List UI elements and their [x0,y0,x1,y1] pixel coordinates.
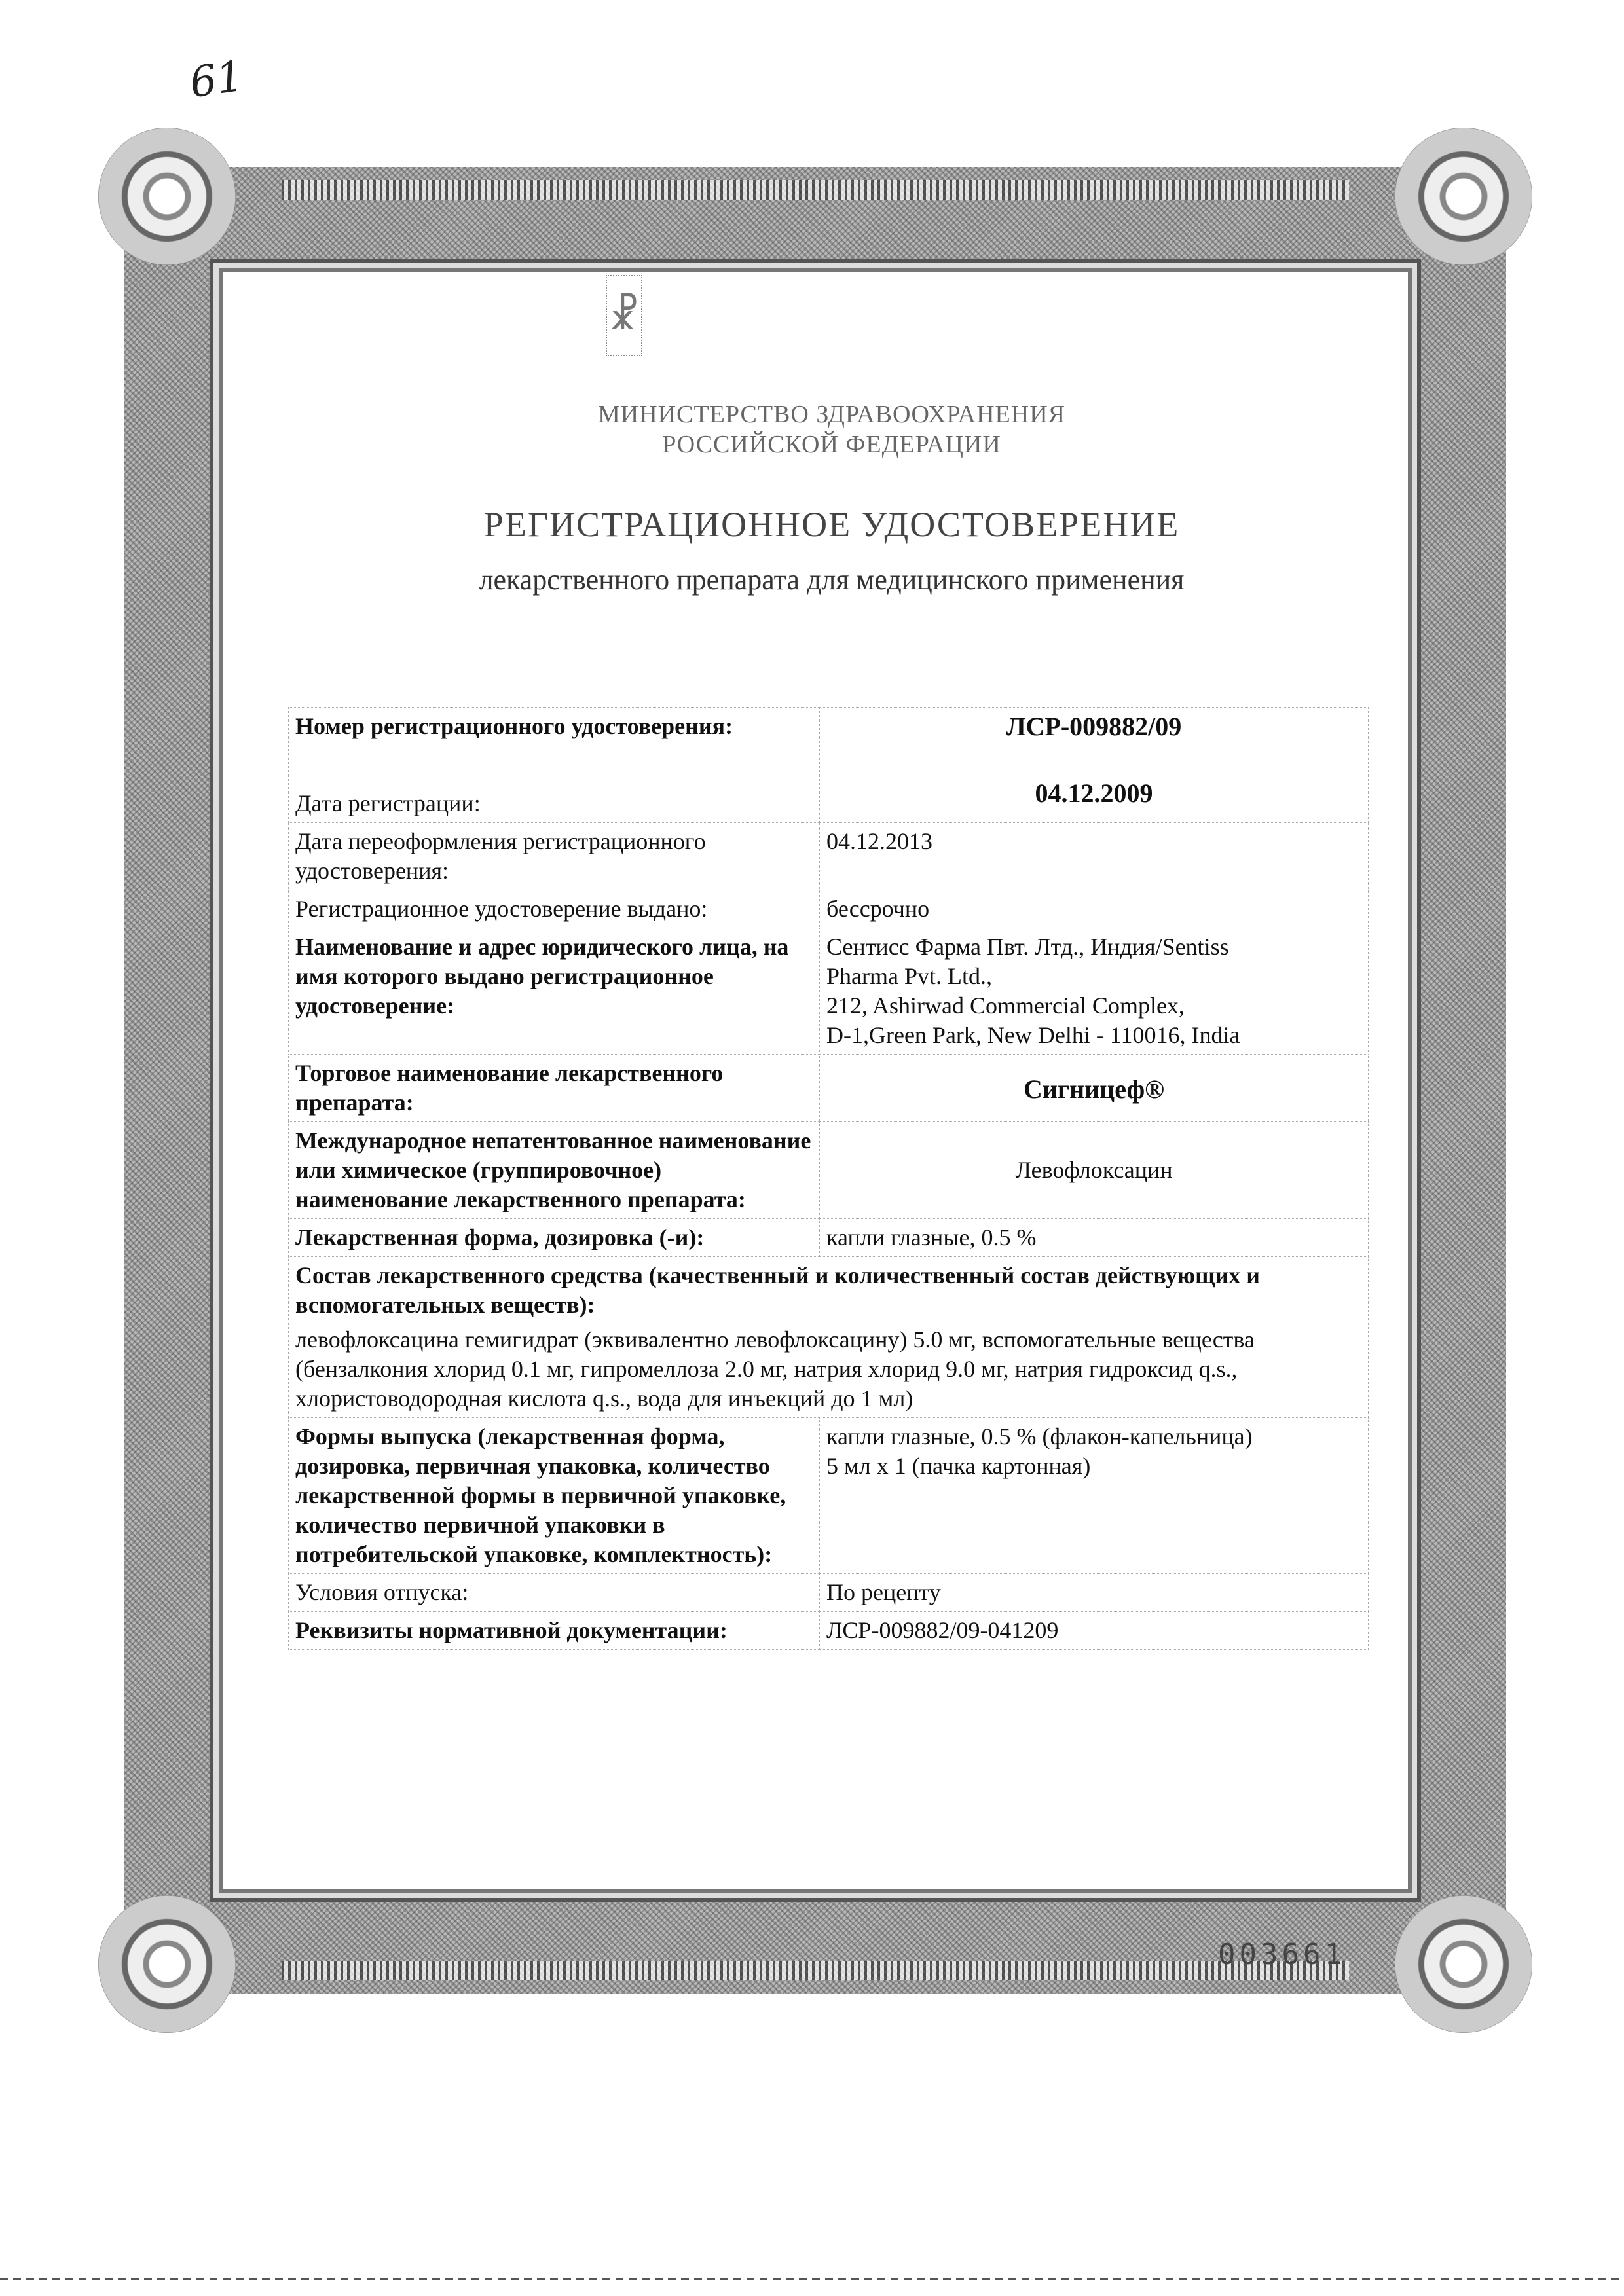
border-lace-top [282,180,1349,200]
table-row [289,1219,1369,1257]
handwritten-page-number: 61 [187,52,247,108]
normative-doc-value: ЛСР-009882/09-041209 [820,1612,1369,1650]
holder-line: 212, Ashirwad Commercial Complex, [826,993,1185,1019]
composition-value: левофлоксацина гемигидрат (эквивалентно левофлоксацину) 5.0 мг, вспомогательные вещества (бензалкония хлорид 0.1 мг, гипромеллоза 2.0 мг, натрия хлорид 9.0 мг, натрия гидроксид q.s., хлористоводородная кислота q.s., вода для инъекций до 1 мл) [295,1326,1255,1412]
issued-for-value: бессрочно [820,890,1369,928]
reissue-date-value: 04.12.2013 [820,823,1369,890]
table-row [289,1122,1369,1219]
release-forms-line: 5 мл x 1 (пачка картонная) [826,1453,1091,1479]
corner-rosette-icon [1395,1895,1532,2033]
dispensing-label: Условия отпуска: [289,1574,820,1612]
composition-label: Состав лекарственного средства (качественный и количественный состав действующих и вспомогательных веществ): [295,1262,1260,1318]
serial-number: 003661 [1218,1938,1346,1971]
dosage-form-value: капли глазные, 0.5 % [820,1219,1369,1257]
table-row [289,928,1369,1055]
release-forms-value [820,1418,1369,1574]
normative-doc-label: Реквизиты нормативной документации: [289,1612,820,1650]
composition-cell [289,1257,1369,1418]
holder-line: Pharma Pvt. Ltd., [826,963,992,989]
inn-label: Международное непатентованное наименование или химическое (группировочное) наименование лекарственного препарата: [289,1122,820,1219]
table-row [289,1574,1369,1612]
issued-for-label: Регистрационное удостоверение выдано: [289,890,820,928]
corner-rosette-icon [98,128,236,265]
table-row [289,774,1369,823]
reissue-date-label: Дата переоформления регистрационного удостоверения: [289,823,820,890]
trade-name-value: Сигницеф® [820,1055,1369,1122]
table-row [289,708,1369,774]
table-row [289,1055,1369,1122]
document-title: РЕГИСТРАЦИОННОЕ УДОСТОВЕРЕНИЕ [483,505,1180,544]
holder-value [820,928,1369,1055]
table-row [289,823,1369,890]
table-row [289,1257,1369,1418]
dispensing-value: По рецепту [820,1574,1369,1612]
corner-rosette-icon [98,1895,236,2033]
reg-date-value: 04.12.2009 [820,774,1369,823]
reg-number-label: Номер регистрационного удостоверения: [289,708,820,774]
border-lace-bottom [282,1961,1349,1980]
table-row [289,1418,1369,1574]
ministry-line-1: МИНИСТЕРСТВО ЗДРАВООХРАНЕНИЯ [598,401,1065,428]
dosage-form-label: Лекарственная форма, дозировка (-и): [289,1219,820,1257]
release-forms-line: капли глазные, 0.5 % (флакон-капельница) [826,1423,1253,1449]
trade-name-label: Торговое наименование лекарственного препарата: [289,1055,820,1122]
coat-of-arms-icon: ☧ [606,275,642,356]
release-forms-label: Формы выпуска (лекарственная форма, дозировка, первичная упаковка, количество лекарственной формы в первичной упаковке, количество первичной упаковки в потребительской упаковке, комплектность): [289,1418,820,1574]
table-row [289,890,1369,928]
corner-rosette-icon [1395,128,1532,265]
scan-edge-line [0,2278,1624,2280]
holder-line: Сентисс Фарма Пвт. Лтд., Индия/Sentiss [826,934,1229,960]
document-subtitle: лекарственного препарата для медицинского применения [479,564,1185,596]
registration-table [288,707,1369,1650]
reg-date-label: Дата регистрации: [289,774,820,823]
ministry-name [288,399,1375,460]
table-row [289,1612,1369,1650]
holder-line: D-1,Green Park, New Delhi - 110016, India [826,1022,1240,1048]
inn-value: Левофлоксацин [820,1122,1369,1219]
ministry-line-2: РОССИЙСКОЙ ФЕДЕРАЦИИ [662,431,1001,458]
holder-label: Наименование и адрес юридического лица, на имя которого выдано регистрационное удостоверение: [289,928,820,1055]
reg-number-value: ЛСР-009882/09 [820,708,1369,774]
